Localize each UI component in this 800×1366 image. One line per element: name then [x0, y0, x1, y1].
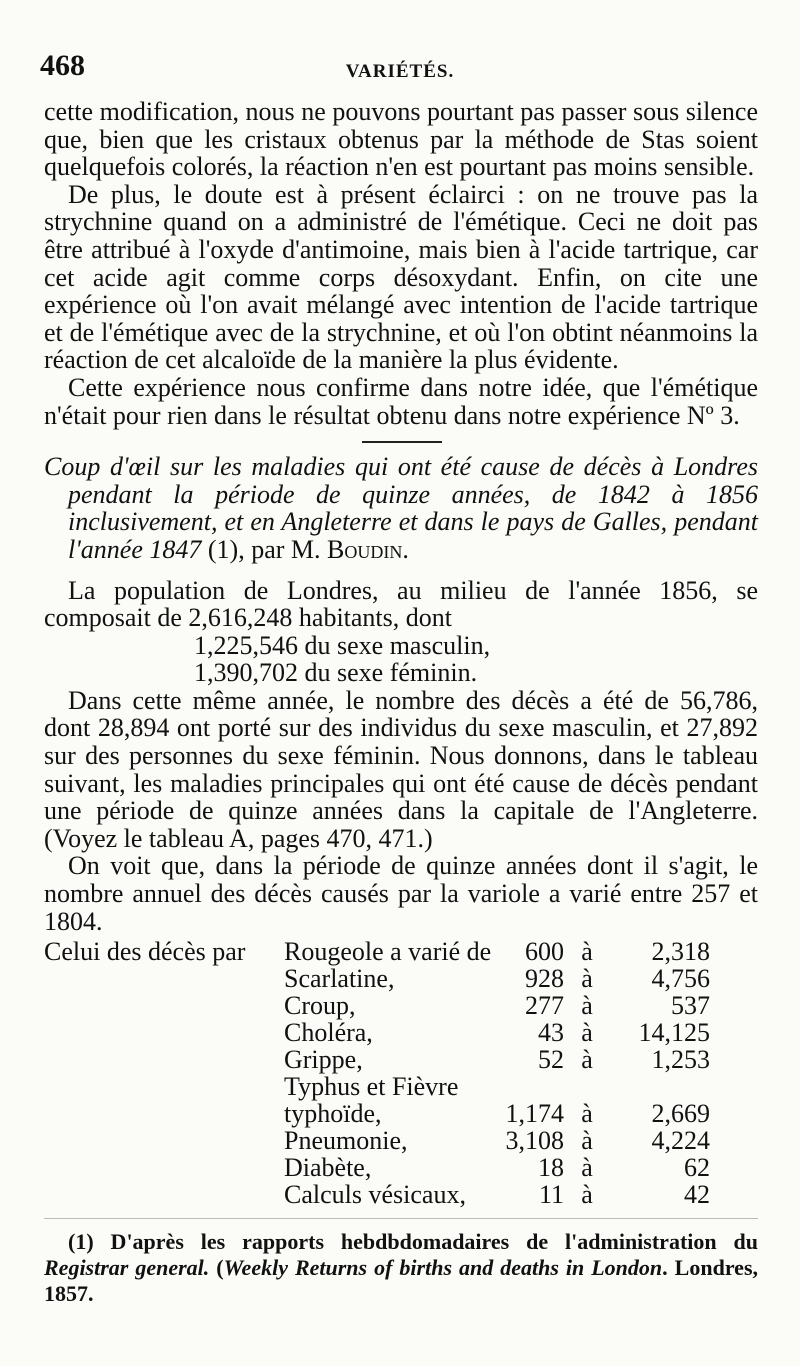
population-female: 1,390,702 du sexe féminin.	[194, 658, 478, 688]
typhus-label: Typhus et Fièvre	[284, 1072, 459, 1102]
table-lead	[44, 1046, 284, 1073]
deaths-max: 14,125	[638, 1018, 710, 1048]
paragraph-population: La population de Londres, au milieu de l'année 1856, se composait de 2,616,248 habitants, dont	[44, 575, 758, 633]
table-row	[44, 938, 710, 965]
paragraph-experiment: Cette expérience nous confirme dans notre idée, que l'émétique n'était pour rien dans le résultat obtenu dans notre expérience Nº 3.	[44, 372, 758, 430]
deaths-min: 1,174	[505, 1099, 564, 1129]
page-header	[40, 49, 760, 84]
deaths-max: 4,756	[651, 964, 710, 994]
table-lead	[44, 1154, 284, 1181]
footnote-paren: (	[209, 1255, 224, 1281]
deaths-max: 537	[671, 991, 710, 1021]
deaths-max: 1,253	[651, 1045, 710, 1075]
deaths-max: 42	[684, 1180, 710, 1210]
deaths-min: 928	[525, 964, 564, 994]
footnote-registrar: Registrar general.	[44, 1255, 210, 1281]
section-divider	[362, 441, 442, 443]
disease-name: Grippe,	[284, 1045, 363, 1075]
table-row	[44, 1100, 710, 1127]
deaths-min: 3,108	[505, 1126, 564, 1156]
paragraph-deaths: Dans cette même année, le nombre des décès a été de 56,786, dont 28,894 ont porté sur des individus du sexe masculin, et 27,892 sur des personnes du sexe féminin. Nous donnons, dans le tableau suivant, les maladies principales qui ont été cause de décès pendant une période de quinze années dans la capitale de l'Angleterre. (Voyez le tableau A, pages 470, 471.)	[44, 685, 758, 853]
table-lead	[44, 1127, 284, 1154]
table-row	[44, 1154, 710, 1181]
deaths-max: 4,224	[651, 1126, 710, 1156]
deaths-min: 11	[538, 1180, 564, 1210]
footnote-divider	[44, 1218, 758, 1219]
table-lead	[44, 1019, 284, 1046]
deaths-min: 277	[525, 991, 564, 1021]
paragraph-variole: On voit que, dans la période de quinze années dont il s'agit, le nombre annuel des décès causés par la variole a varié entre 257 et 1804.	[44, 851, 758, 936]
disease-table	[44, 938, 710, 1208]
deaths-min: 43	[538, 1018, 564, 1048]
article-title-ref: (1), par M.	[201, 534, 328, 564]
range-separator: à	[581, 964, 593, 994]
table-row	[44, 1019, 710, 1046]
table-lead	[44, 1181, 284, 1208]
deaths-min: 52	[538, 1045, 564, 1075]
deaths-max: 2,669	[651, 1099, 710, 1129]
table-row	[44, 1073, 710, 1100]
footnote-weekly-returns: Weekly Returns of births and deaths in London	[223, 1255, 663, 1281]
article-title-main: Coup d'œil sur les maladies qui ont été cause de décès à Londres pendant la période de quinze années, de 1842 à 1856 inclusivement, et en Angleterre et dans le pays de Galles, pendant l'année 1847	[44, 452, 758, 564]
range-separator: à	[581, 1018, 593, 1048]
paragraph-continuation: cette modification, nous ne pouvons pourtant pas passer sous silence que, bien que les cristaux obtenus par la méthode de Stas soient quelquefois colorés, la réaction n'en est pourtant pas moins sensible.	[44, 97, 758, 182]
range-separator: à	[581, 1099, 593, 1129]
article-author: Boudin.	[327, 534, 409, 564]
table-row	[44, 965, 710, 992]
page-number: 468	[40, 49, 85, 82]
range-separator: à	[581, 937, 593, 967]
page-body	[44, 98, 758, 1307]
table-row	[44, 1181, 710, 1208]
disease-name: Calculs vésicaux,	[284, 1180, 466, 1210]
range-separator: à	[581, 991, 593, 1021]
table-lead: Celui des décès par	[44, 937, 246, 967]
running-head: VARIÉTÉS.	[345, 61, 455, 82]
disease-name: Pneumonie,	[284, 1126, 408, 1156]
disease-name: Scarlatine,	[284, 964, 395, 994]
table-row	[44, 1127, 710, 1154]
range-separator: à	[581, 1153, 593, 1183]
footnote-tail: . Londres, 1857.	[44, 1255, 759, 1307]
disease-name: Choléra,	[284, 1018, 373, 1048]
footnote-lead: (1) D'après les rapports hebdbdomadaires de l'administration du	[68, 1229, 758, 1255]
range-separator: à	[581, 1180, 593, 1210]
range-separator: à	[581, 1045, 593, 1075]
population-male: 1,225,546 du sexe masculin,	[194, 630, 491, 660]
article-title	[44, 453, 758, 563]
table-lead	[44, 965, 284, 992]
range-separator: à	[581, 1126, 593, 1156]
table-lead	[44, 992, 284, 1019]
table-row	[44, 992, 710, 1019]
deaths-max: 2,318	[651, 937, 710, 967]
table-row	[44, 1046, 710, 1073]
footnote	[44, 1229, 758, 1307]
deaths-min: 600	[525, 937, 564, 967]
disease-name: typhoïde,	[284, 1099, 382, 1129]
disease-name: Diabète,	[284, 1153, 372, 1183]
disease-name: Croup,	[284, 991, 356, 1021]
deaths-max: 62	[684, 1153, 710, 1183]
deaths-min: 18	[538, 1153, 564, 1183]
disease-name: Rougeole a varié de	[284, 937, 492, 967]
paragraph-doubt: De plus, le doute est à présent éclairci : on ne trouve pas la strychnine quand on a administré de l'émétique. Ceci ne doit pas être attribué à l'oxyde d'antimoine, mais bien à l'acide tartrique, car cet acide agit comme corps désoxydant. Enfin, on cite une expérience où l'on avait mélangé avec intention de l'acide tartrique et de l'émétique avec de la strychnine, et où l'on obtint néanmoins la réaction de cet alcaloïde de la manière la plus évidente.	[44, 179, 758, 375]
